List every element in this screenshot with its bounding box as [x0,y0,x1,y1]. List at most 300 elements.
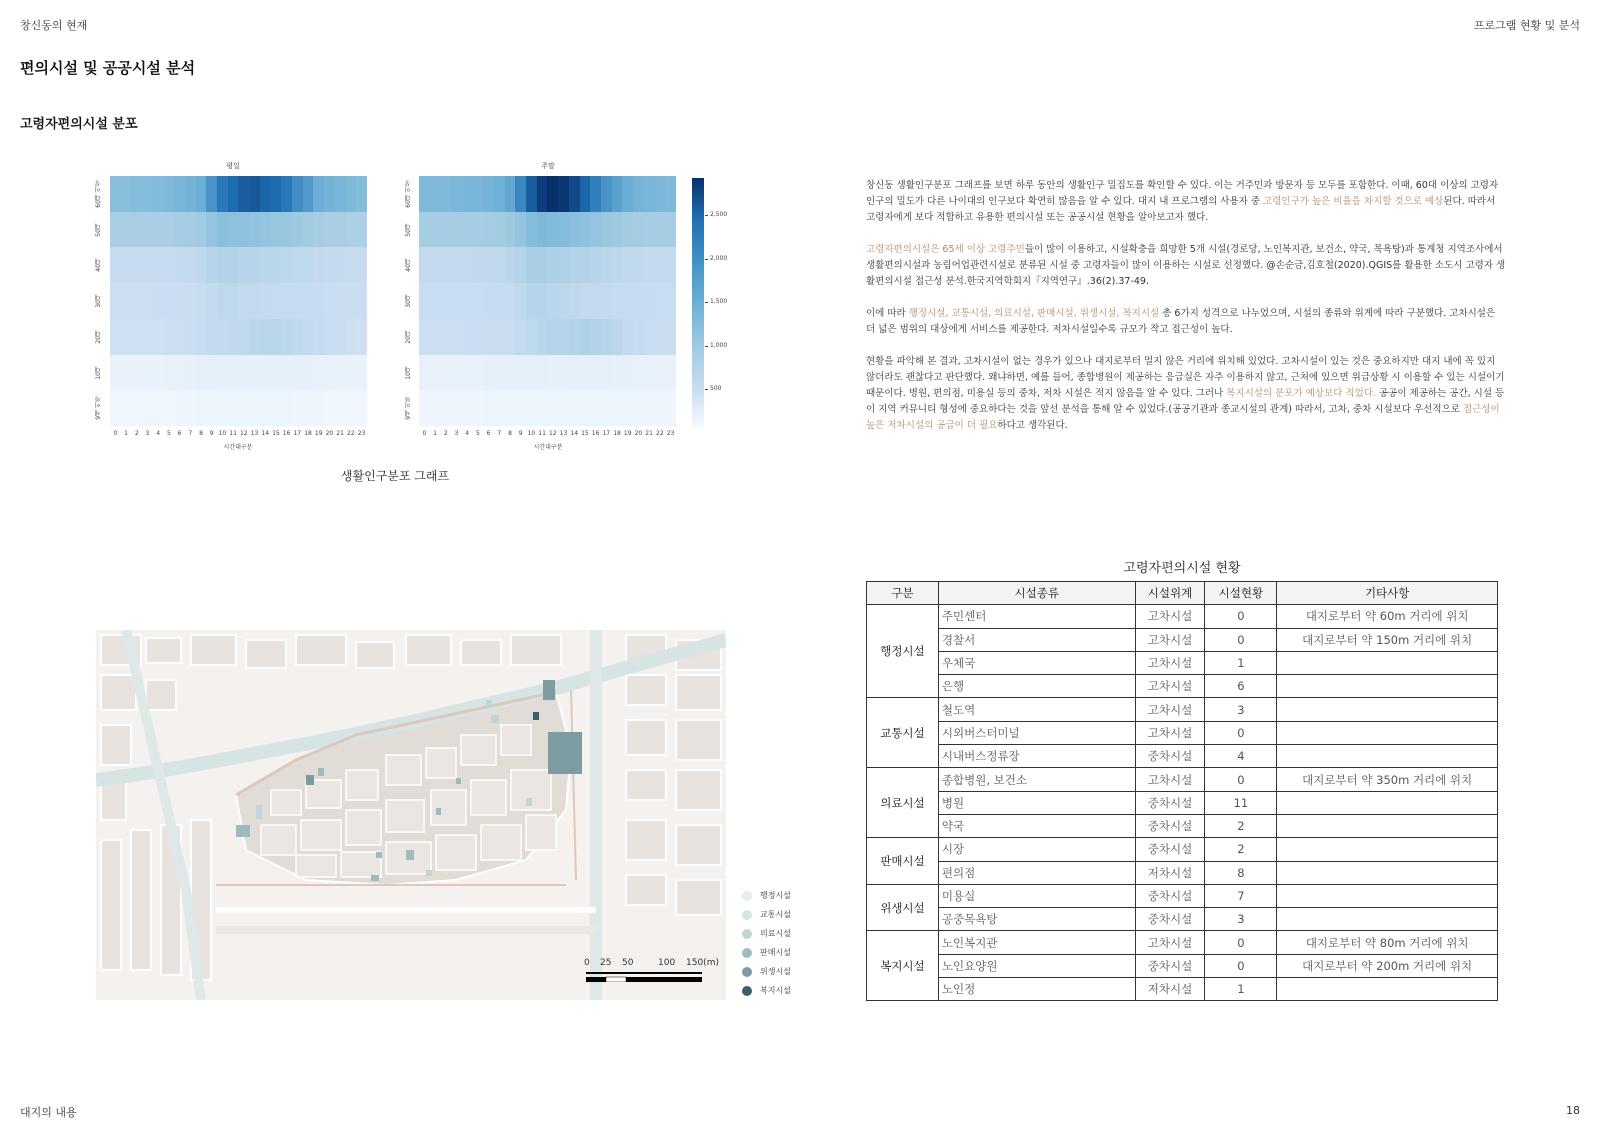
facility-level-cell: 고차시설 [1135,651,1205,674]
facility-note-cell [1277,814,1498,837]
heatmap-cell [633,176,644,212]
colorbar-tick: 2,000 [710,255,728,262]
heatmap-xtick: 13 [250,430,259,437]
heatmap-xtick: 2 [443,430,448,437]
category-cell: 의료시설 [867,768,939,838]
heatmap-xtick: 10 [218,430,227,437]
heatmap-cell [131,319,142,355]
legend-swatch [742,891,752,901]
heatmap-cell [238,212,249,248]
heatmap-cell [281,390,292,426]
heatmap-cell [303,247,314,283]
facility-name-cell: 시장 [938,838,1135,861]
heatmap-cell [483,390,494,426]
heatmap-cell [473,212,484,248]
paragraph-text: 들이 많이 이용하고, 시설확충을 희망한 5개 시설(경로당, 노인복지관, 보건소, 약국, 목욕탕)과 통계청 지역조사에서 생활편의시설과 농림어업관련시설로 분류된 시설 중 고령자들이 많이 이용하는 시설로 선정했다. @손순금,김호철(2020).QGIS를 활용한 소도시 고령자 생활편의시설 접근성 분석.한국지역학회지『지역연구』.36(2).37-49. [866,244,1506,287]
colorbar-tick: 2,500 [710,211,728,218]
heatmap-cell [292,319,303,355]
highlight-text: 복지시설의 분포가 예상보다 적었다. [1226,388,1376,399]
heatmap-cell [271,176,282,212]
heatmap-cell [644,176,655,212]
heatmap-cell [164,247,175,283]
heatmap-xtick: 15 [272,430,280,437]
heatmap-cell [217,390,228,426]
heatmap-cell [185,390,196,426]
colorbar [692,178,704,428]
heatmap-cell [110,247,121,283]
table-row [867,814,1498,837]
heatmap-cell [260,176,271,212]
facility-level-cell: 고차시설 [1135,698,1205,721]
heatmap-cell [483,355,494,391]
heatmap-xtick: 16 [282,430,291,437]
heatmap-cell [547,355,558,391]
heatmap-xtick: 11 [538,430,546,437]
facility-count-cell: 1 [1205,978,1277,1001]
heatmap-cell [356,176,367,212]
legend-item [742,890,822,901]
heatmap-cell [515,247,526,283]
heatmap-cell [164,212,175,248]
heatmap-cell [505,390,516,426]
heatmap-cell [665,390,676,426]
heatmap-cell [324,176,335,212]
heatmap-cell [612,212,623,248]
heatmap-cell [153,176,164,212]
heatmap-cell [238,247,249,283]
heatmap-cell [206,390,217,426]
table-row [867,931,1498,954]
heatmap-cell [260,390,271,426]
heatmap-cell [440,390,451,426]
heatmap-cell [292,247,303,283]
heatmap-cell [494,247,505,283]
body-paragraph [866,242,1506,290]
heatmap-cell [324,390,335,426]
heatmap-cell [537,212,548,248]
heatmap-cell [451,355,462,391]
heatmap-cell [526,176,537,212]
facility-note-cell [1277,651,1498,674]
facility-table [866,581,1498,1001]
heatmap-cell [121,247,132,283]
heatmap-xtick: 22 [656,430,664,437]
heatmap-cell [153,212,164,248]
heatmap-cell [494,212,505,248]
heatmap-cell [131,283,142,319]
heatmap-cell [281,247,292,283]
heatmap-cell [473,176,484,212]
heatmap-cell [419,176,430,212]
footer-left: 대지의 내용 [20,1106,77,1119]
heatmap-ytick: 9세 이하 [405,396,412,420]
heatmap-xtick: 1 [433,430,437,437]
heatmap-xtick: 18 [613,430,621,437]
heatmap-cell [164,390,175,426]
heatmap-cell [185,212,196,248]
heatmap-cell [260,283,271,319]
table-header: 기타사항 [1277,582,1498,605]
heatmap-cell [281,319,292,355]
heatmap-cell [558,247,569,283]
heatmap-cell [547,319,558,355]
facility-count-cell: 3 [1205,698,1277,721]
heatmap-cell [505,355,516,391]
heatmap-cell [569,212,580,248]
table-row [867,908,1498,931]
facility-note-cell [1277,698,1498,721]
heatmap-cell [622,355,633,391]
header-right: 프로그램 현황 및 분석 [1473,19,1580,32]
heatmap-cell [131,390,142,426]
heatmap-cell [526,247,537,283]
heatmap-cell [206,212,217,248]
heatmap-cell [590,390,601,426]
heatmap-weekday-xlabel: 시간대구분 [223,444,253,451]
scale-bar [586,972,702,982]
highlight-text: 접근성이 높은 저차시설의 공급이 더 필요 [866,404,1500,431]
heatmap-cell [303,212,314,248]
heatmap-ytick: 10대 [405,365,412,380]
facility-level-cell: 중차시설 [1135,954,1205,977]
heatmap-cell [473,319,484,355]
heatmap-cell [164,176,175,212]
heatmap-cell [313,319,324,355]
heatmap-cell [601,319,612,355]
heatmap-cell [612,319,623,355]
heatmap-cell [174,319,185,355]
heatmap-cell [451,390,462,426]
facility-level-cell: 저차시설 [1135,978,1205,1001]
body-paragraph [866,178,1506,226]
facility-name-cell: 경찰서 [938,628,1135,651]
facility-level-cell: 고차시설 [1135,605,1205,628]
heatmap-cell [185,319,196,355]
heatmap-cell [494,283,505,319]
heatmap-cell [356,283,367,319]
facility-count-cell: 8 [1205,861,1277,884]
heatmap-xtick: 3 [454,430,459,437]
heatmap-cell [537,355,548,391]
table-row [867,651,1498,674]
heatmap-cell [462,212,473,248]
heatmap-cell [206,319,217,355]
facility-name-cell: 편의점 [938,861,1135,884]
heatmap-xtick: 17 [293,430,302,437]
heatmap-cell [430,247,441,283]
heatmap-cell [483,319,494,355]
heatmap-cell [164,319,175,355]
table-row [867,675,1498,698]
heatmap-cell [271,212,282,248]
heatmap-cell [483,212,494,248]
heatmap-cell [665,247,676,283]
facility-level-cell: 고차시설 [1135,675,1205,698]
heatmap-cell [580,247,591,283]
paragraph-text: 창신동 생활인구분포 그래프를 보면 하루 동안의 생활인구 밀집도를 확인할 수 있다. 이는 거주민과 방문자 등 모두를 포함한다. 이때, 60대 이상의 고령자 인구의 밀도가 다른 나이대의 인구보다 확연히 많음을 알 수 있다. 대지 내 프로그램의 사용자 중 [866,180,1499,207]
heatmap-cell [612,390,623,426]
heatmap-cell [324,319,335,355]
heatmap-xtick: 13 [559,430,568,437]
heatmap-cell [335,247,346,283]
heatmap-cell [110,355,121,391]
facility-level-cell: 고차시설 [1135,768,1205,791]
heatmap-cell [335,390,346,426]
facility-map [96,630,726,1000]
heatmap-cell [633,390,644,426]
heatmap-cell [601,247,612,283]
legend-swatch [742,929,752,939]
heatmap-cell [217,176,228,212]
facility-count-cell: 2 [1205,838,1277,861]
heatmap-cell [217,355,228,391]
heatmap-cell [569,283,580,319]
heatmap-cell [131,176,142,212]
facility-count-cell: 0 [1205,628,1277,651]
heatmap-xtick: 17 [602,430,611,437]
heatmap-cell [153,355,164,391]
table-row [867,884,1498,907]
heatmap-cell [217,212,228,248]
heatmap-cell [440,319,451,355]
heatmap-cell [430,176,441,212]
heatmap-ytick: 10대 [95,365,102,380]
heatmap-cell [515,212,526,248]
heatmap-cell [324,247,335,283]
heatmap-cell [260,319,271,355]
heatmap-cell [174,355,185,391]
page-number: 18 [1566,1104,1580,1117]
heatmap-weekend-xticks [419,430,676,437]
heatmap-xtick: 0 [113,430,118,437]
heatmap-cell [451,319,462,355]
heatmap-cell [655,390,666,426]
heatmap-xtick: 12 [548,430,557,437]
heatmap-cell [196,319,207,355]
heatmap-xtick: 20 [325,430,334,437]
table-row [867,791,1498,814]
facility-name-cell: 미용실 [938,884,1135,907]
heatmap-cell [228,247,239,283]
facility-note-cell: 대지로부터 약 350m 거리에 위치 [1277,768,1498,791]
heatmap-cell [121,319,132,355]
heatmap-cell [665,283,676,319]
heatmap-xtick: 23 [666,430,675,437]
facility-name-cell: 은행 [938,675,1135,698]
facility-level-cell: 저차시설 [1135,861,1205,884]
heatmap-cell [249,355,260,391]
heatmap-cell [271,283,282,319]
heatmap-cell [473,390,484,426]
heatmap-cell [335,355,346,391]
heatmap-xtick: 4 [156,430,161,437]
heatmap-xtick: 15 [581,430,589,437]
heatmap-cell [153,283,164,319]
heatmap-xtick: 9 [209,430,214,437]
heatmap-cell [462,390,473,426]
heatmap-cell [494,355,505,391]
legend-swatch [742,986,752,996]
heatmap-cell [260,212,271,248]
facility-note-cell: 대지로부터 약 200m 거리에 위치 [1277,954,1498,977]
heatmap-xtick: 6 [177,430,182,437]
table-header: 시설종류 [938,582,1135,605]
facility-level-cell: 중차시설 [1135,814,1205,837]
heatmap-cell [462,176,473,212]
heatmap-cell [537,176,548,212]
heatmap-cell [131,247,142,283]
colorbar-tick: 1,500 [710,298,728,305]
paragraph-text: 된다. 따라서 고령자에게 보다 적합하고 유용한 편의시설 또는 공공시설 현황을 알아보고자 했다. [866,196,1496,223]
heatmap-cell [430,355,441,391]
heatmap-cell [633,319,644,355]
heatmap-cell [324,355,335,391]
facility-name-cell: 공중목욕탕 [938,908,1135,931]
heatmap-cell [142,319,153,355]
scale-tick: 150(m) [686,958,719,968]
facility-level-cell: 고차시설 [1135,721,1205,744]
heatmap-cell [633,355,644,391]
legend-item [742,928,822,939]
category-cell: 판매시설 [867,838,939,885]
heatmap-xtick: 10 [527,430,536,437]
facility-count-cell: 0 [1205,931,1277,954]
heatmap-xtick: 18 [304,430,312,437]
facility-count-cell: 0 [1205,768,1277,791]
heatmap-cell [110,212,121,248]
heatmap-cell [494,319,505,355]
heatmap-cell [473,283,484,319]
heatmap-cell [655,176,666,212]
heatmap-cell [655,319,666,355]
heatmap-cell [655,247,666,283]
legend-swatch [742,967,752,977]
heatmap-cell [537,319,548,355]
heatmap-cell [580,283,591,319]
heatmap-cell [196,283,207,319]
heatmap-cell [537,247,548,283]
facility-note-cell [1277,721,1498,744]
heatmap-xtick: 16 [591,430,600,437]
heatmap-cell [346,319,357,355]
heatmap-cell [249,247,260,283]
heatmap-cell [440,247,451,283]
heatmap-cell [655,355,666,391]
heatmap-cell [558,319,569,355]
heatmap-xtick: 6 [486,430,491,437]
heatmap-cell [569,176,580,212]
heatmap-cell [185,176,196,212]
heatmap-cell [174,247,185,283]
heatmap-cell [303,355,314,391]
heatmap-cell [121,283,132,319]
heatmap-cell [271,390,282,426]
heatmap-cell [419,247,430,283]
highlight-text: 고령자편의시설은 65세 이상 고령주민 [866,244,1025,255]
body-paragraph [866,354,1506,434]
heatmap-cell [292,355,303,391]
table-row [867,861,1498,884]
body-text [866,178,1506,450]
heatmap-cell [346,283,357,319]
heatmap-cell [217,283,228,319]
legend-item [742,985,822,996]
facility-name-cell: 주민센터 [938,605,1135,628]
facility-note-cell: 대지로부터 약 80m 거리에 위치 [1277,931,1498,954]
heatmap-cell [313,176,324,212]
table-header: 구분 [867,582,939,605]
heatmap-cell [537,283,548,319]
heatmap-ytick: 60대 이상 [405,180,412,208]
category-cell: 행정시설 [867,605,939,698]
heatmap-xtick: 5 [475,430,480,437]
heatmap-cell [644,390,655,426]
heatmap-cell [612,247,623,283]
heatmap-cell [356,319,367,355]
heatmap-cell [440,283,451,319]
heatmap-cell [494,176,505,212]
heatmap-cell [292,212,303,248]
heatmap-cell [547,212,558,248]
heatmap-cell [473,247,484,283]
heatmap-xtick: 8 [199,430,203,437]
heatmap-cell [110,283,121,319]
heatmap-xtick: 5 [166,430,171,437]
heatmap-cell [547,283,558,319]
heatmap-cell [153,390,164,426]
heatmap-cell [601,390,612,426]
heatmap-ytick: 60대 이상 [95,180,102,208]
heatmap-cell [228,390,239,426]
heatmap-xtick: 14 [570,430,579,437]
table-title: 고령자편의시설 현황 [1123,561,1241,576]
paragraph-text: 이에 따라 [866,308,909,319]
heatmap-cell [142,212,153,248]
heatmap-cell [462,319,473,355]
table-header: 시설위계 [1135,582,1205,605]
heatmap-cell [174,176,185,212]
body-paragraph [866,306,1506,338]
heatmap-cell [260,247,271,283]
heatmap-cell [505,212,516,248]
heatmap-cell [313,390,324,426]
category-cell: 교통시설 [867,698,939,768]
heatmap-cell [430,283,441,319]
heatmap-cell [612,176,623,212]
facility-count-cell: 0 [1205,954,1277,977]
heatmap-cell [515,390,526,426]
heatmap-cell [121,212,132,248]
heatmap-cell [612,283,623,319]
heatmap-cell [419,319,430,355]
heatmap-weekday-yticks [94,176,108,426]
heatmap-xtick: 11 [229,430,237,437]
heatmap-cell [196,390,207,426]
heatmap-cell [505,283,516,319]
colorbar-tick: 500 [710,385,722,392]
heatmap-cell [249,212,260,248]
heatmap-cell [430,212,441,248]
table-row [867,954,1498,977]
heatmap-xtick: 9 [518,430,523,437]
heatmap-cell [644,212,655,248]
heatmap-cell [483,247,494,283]
heatmap-cell [196,176,207,212]
heatmap-cell [569,319,580,355]
facility-note-cell [1277,978,1498,1001]
facility-note-cell [1277,791,1498,814]
heatmap-cell [185,355,196,391]
